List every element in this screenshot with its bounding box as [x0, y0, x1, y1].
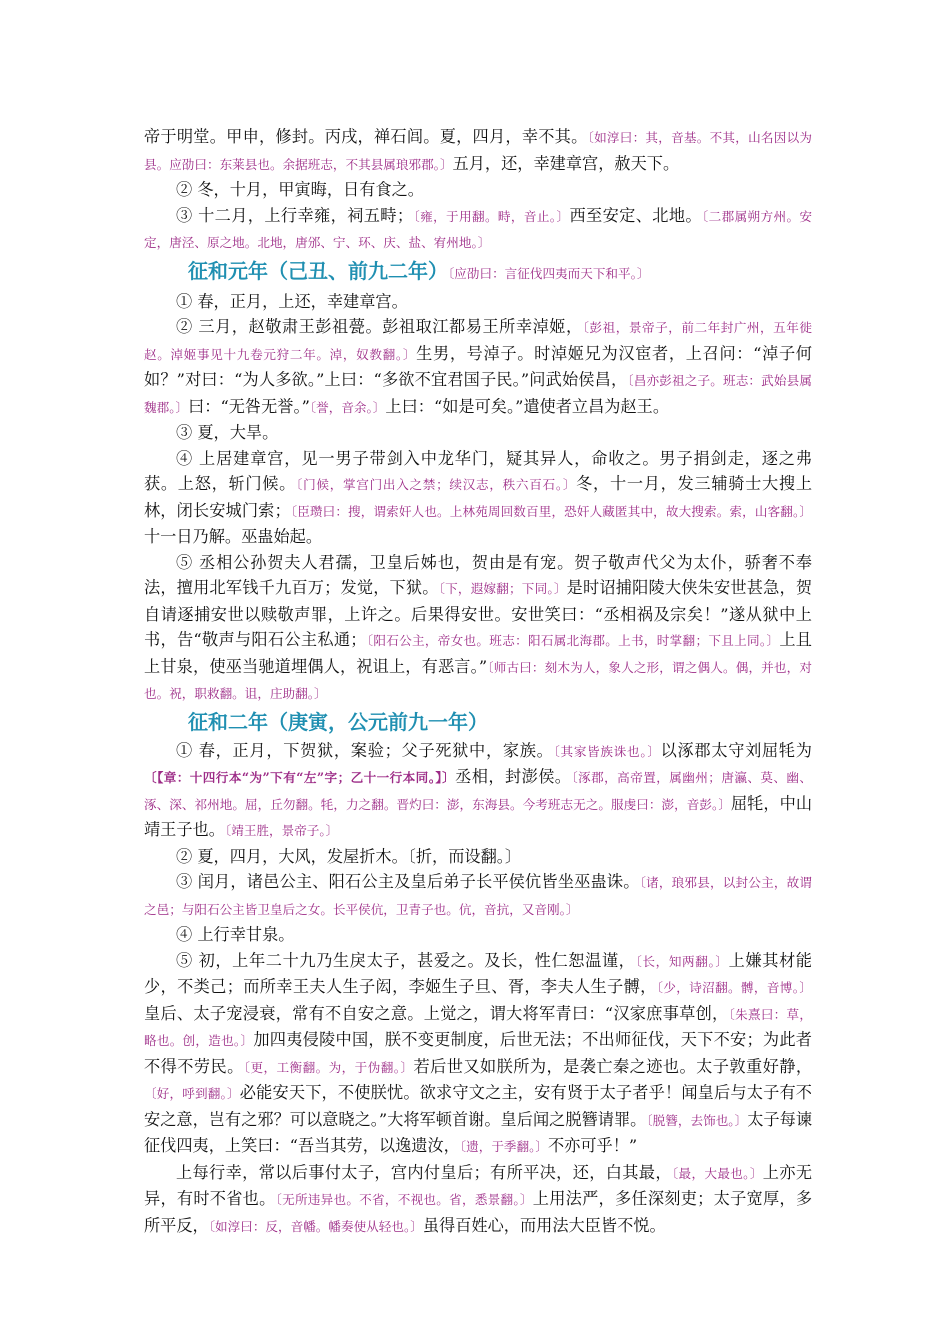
annotation-note: 〔靖王胜，景帝子。〕 — [224, 823, 339, 838]
annotation-note: 〔二郡属朔方州。安定，唐泾、原之地。北地，唐邠、宁、环、庆、盐、宥州地。〕 — [144, 208, 813, 250]
body-text: 帝于明堂。甲申，修封。丙戌，禅石闾。夏，四月，幸不其。 — [144, 127, 588, 146]
body-text: ③ 闰月，诸邑公主、阳石公主及皇后弟子长平侯伉皆坐巫蛊诛。 — [176, 872, 640, 891]
body-text: 曰：“无咎无誉。” — [188, 396, 310, 416]
annotation-note: 〔最，大最也。〕 — [671, 1165, 763, 1181]
annotation-note: 〔少，诗沼翻。髆，音博。〕 — [656, 980, 812, 995]
body-text: 征和二年（庚寅，公元前九一年） — [188, 709, 488, 734]
collation-note: 〔【章：十四行本“为”下有“左”字；乙十一行本同。】〕 — [144, 770, 456, 785]
annotation-note: 〔雍，于用翻。畤，音止。〕 — [413, 208, 570, 224]
body-text: 西至安定、北地。 — [569, 205, 702, 225]
body-text: ① 春，正月，下贺狱，案验；父子死狱中，家族。 — [176, 740, 554, 760]
body-text: 不亦可乎！” — [548, 1136, 638, 1155]
body-text: 以涿郡太守刘屈牦为 — [660, 740, 812, 760]
body-text: 加四夷侵陵中国，朕不变更制度，后世无法；不出师征伐，天下不安；为此者不得不劳民。 — [144, 1030, 812, 1076]
annotation-note: 〔昌亦彭祖之子。班志：武始县属魏郡。〕 — [144, 373, 812, 415]
body-text: ③ 十二月，上行幸雍，祠五畤； — [176, 205, 414, 225]
text-paragraph — [144, 550, 812, 707]
text-paragraph — [144, 203, 812, 256]
annotation-note: 〔好，呼到翻。〕 — [144, 1086, 240, 1101]
body-text: 五月，还，幸建章宫，赦天下。 — [452, 153, 680, 173]
body-text: 生男，号淖子。时淖姬兄为汉宦者，上召问：“淖子何如？”对曰：“为人多欲。”上曰：“多欲不宜君国子民。”问武始侯昌， — [144, 343, 812, 389]
body-text: 上亦无异，有时不省也。 — [144, 1162, 813, 1208]
body-text: ③ 夏，大旱。 — [176, 423, 279, 442]
text-paragraph — [144, 1160, 812, 1240]
annotation-note: 〔更，工衡翻。为，于伪翻。〕 — [243, 1059, 414, 1075]
body-text: 十一日乃解。巫蛊始起。 — [144, 527, 323, 546]
text-paragraph — [144, 446, 812, 550]
body-text: 太子每谏征伐四夷，上笑曰：“吾当其劳，以逸遗汝， — [144, 1109, 813, 1155]
text-paragraph — [144, 314, 812, 420]
annotation-note: 〔涿郡，高帝置，属幽州；唐瀛、莫、幽、涿、深、祁州地。屈，丘勿翻。牦，力之翻。晋灼曰：澎，东海县。今考班志无之。服虔曰：澎，音彭。〕 — [144, 770, 813, 812]
annotation-note: 〔彭祖，景帝子，前二年封广州，五年徙赵。淖姬事见十九卷元狩二年。淖，奴教翻。〕 — [144, 320, 812, 362]
text-paragraph — [144, 738, 812, 844]
body-text: ② 夏，四月，大风，发屋折木。〔折，而设翻。〕 — [176, 846, 522, 866]
annotation-note: 〔脱簪，去饰也。〕 — [646, 1112, 748, 1128]
body-text: ① 春，正月，上还，幸建章宫。 — [176, 291, 408, 311]
annotation-note: 〔长，知两翻。〕 — [635, 953, 729, 969]
text-paragraph — [144, 177, 812, 203]
annotation-note: 〔阳石公主，帝女也。班志：阳石属北海郡。上书，时掌翻；下且上同。〕 — [366, 633, 780, 648]
annotation-note: 〔诸，琅邪县，以封公主，故谓之邑；与阳石公主皆卫皇后之女。长平侯伉，卫青子也。伉，音抗，又音刚。〕 — [144, 875, 812, 917]
body-text: ④ 上居建章宫，见一男子带剑入中龙华门，疑其异人，命收之。男子捐剑走，逐之弗获。上怒，斩门候。 — [144, 448, 812, 493]
body-text: ② 三月，赵敬肃王彭祖甍。彭祖取江都易王所幸淖姬， — [176, 317, 583, 336]
body-text: 上用法严，多任深刻吏；太子宽厚，多所平反， — [144, 1189, 813, 1235]
text-paragraph — [144, 922, 812, 948]
section-heading — [144, 707, 812, 738]
annotation-note: 〔遗，于季翻。〕 — [459, 1139, 548, 1154]
document-body — [144, 124, 812, 1239]
section-heading — [144, 256, 812, 289]
text-paragraph — [144, 844, 812, 870]
body-text: 必能安天下，不使朕忧。欲求守文之主，安有贤于太子者乎！闻皇后与太子有不安之意，岂有之邪？可以意晓之。”大将军顿首谢。皇后闻之脱簪请罪。 — [144, 1083, 812, 1129]
body-text: 皇后、太子宠浸衰，常有不自安之意。上觉之，谓大将军青曰：“汉家庶事草创， — [144, 1003, 729, 1023]
text-paragraph — [144, 420, 812, 446]
annotation-note: 〔朱熹曰：草，略也。创，造也。〕 — [144, 1006, 813, 1048]
body-text: 虽得百姓心，而用法大臣皆不悦。 — [422, 1215, 666, 1235]
text-paragraph — [144, 948, 812, 1160]
body-text: 征和元年（己丑、前九二年） — [188, 258, 448, 283]
annotation-note: 〔臣瓒曰：搜，谓索奸人也。上林苑周回数百里，恐奸人藏匿其中，故大搜索。索，山客翻。〕 — [290, 503, 813, 519]
body-text: 冬，十一月，发三辅骑士大搜上林，闭长安城门索； — [144, 474, 813, 520]
annotation-note: 〔如淳曰：其，音基。不其，山名因以为县。应劭曰：东莱县也。余据班志，不其县属琅邪郡。〕 — [144, 130, 813, 172]
annotation-note: 〔如淳曰：反，音幡。幡奏使从轻也。〕 — [208, 1218, 423, 1234]
body-text: ④ 上行幸甘泉。 — [176, 925, 295, 944]
body-text: 上且上甘泉，使巫当驰道埋偶人，祝诅上，有恶言。” — [144, 630, 812, 676]
annotation-note: 〔誉，音余。〕 — [309, 399, 386, 415]
annotation-note: 〔师古曰：刻木为人，象人之形，谓之偶人。偶，并也，对也。祝，职救翻。诅，庄助翻。〕 — [144, 659, 812, 701]
body-text: ⑤ 丞相公孙贺夫人君孺，卫皇后姊也，贺由是有宠。贺子敬声代父为太仆，骄奢不奉法，擅用北军钱千九百万；发觉，下狱。 — [144, 552, 812, 597]
annotation-note: 〔应劭曰：言征伐四夷而天下和平。〕 — [448, 265, 650, 281]
body-text: 上每行幸，常以后事付太子，宫内付皇后；有所平决，还，白其最， — [176, 1162, 672, 1182]
text-paragraph — [144, 289, 812, 315]
body-text: 若后世又如朕所为，是袭亡秦之迹也。太子敦重好静， — [413, 1056, 813, 1076]
annotation-note: 〔无所违异也。不省，不视也。省，悉景翻。〕 — [275, 1192, 533, 1207]
body-text: 屈牦，中山靖王子也。 — [144, 793, 813, 839]
text-paragraph — [144, 124, 812, 177]
body-text: 上曰：“如是可矣。”遣使者立昌为赵王。 — [385, 396, 670, 416]
annotation-note: 〔门候，掌宫门出入之禁；续汉志，秩六百石。〕 — [296, 477, 577, 492]
annotation-note: 〔其家皆族诛也。〕 — [553, 743, 661, 759]
annotation-note: 〔下，遐嫁翻；下同。〕 — [438, 581, 567, 596]
body-text: 是时诏捕阳陵大侠朱安世甚急，贺自请逐捕安世以赎敬声罪，上许之。后果得安世。安世笑曰：“丞相祸及宗矣！”遂从狱中上书，告“敬声与阳石公主私通； — [144, 578, 813, 649]
body-text: 上嫌其材能少，不类己；而所幸王夫人生子闳，李姬生子旦、胥，李夫人生子髆， — [144, 950, 812, 996]
body-text: ⑤ 初，上年二十九乃生戾太子，甚爱之。及长，性仁恕温谨， — [176, 950, 636, 970]
body-text: 丞相，封澎侯。 — [455, 767, 572, 786]
body-text: ② 冬，十月，甲寅晦，日有食之。 — [176, 180, 424, 199]
text-paragraph — [144, 869, 812, 922]
